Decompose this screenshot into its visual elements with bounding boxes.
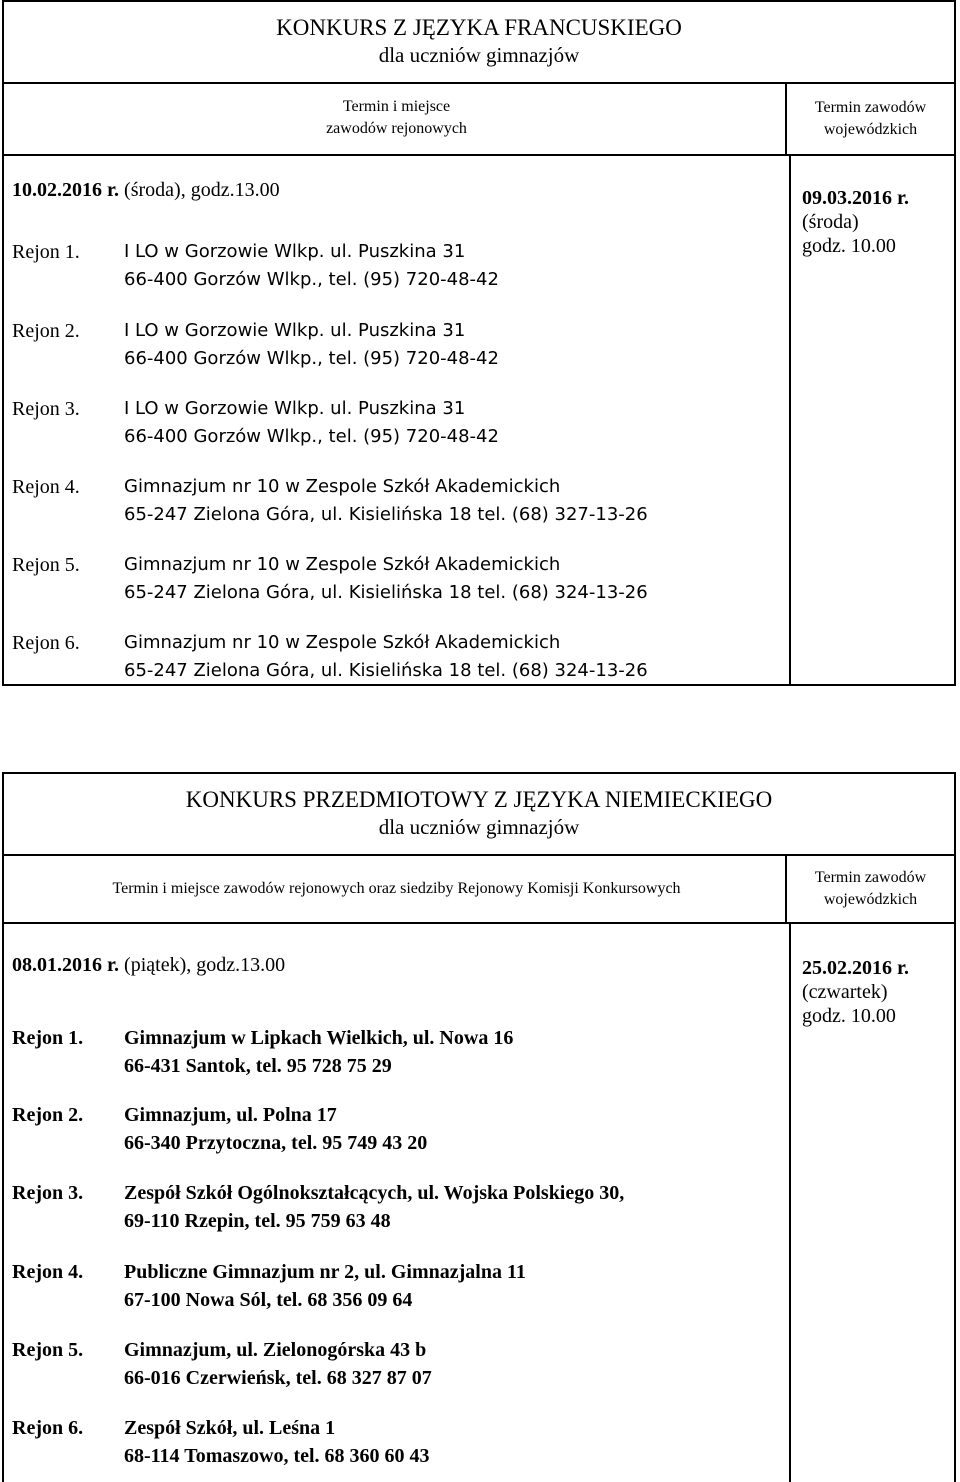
german-title: KONKURS PRZEDMIOTOWY Z JĘZYKA NIEMIECKIEGO [185, 787, 773, 812]
rejon-address-line1: Gimnazjum nr 10 w Zespole Szkół Akademickich [124, 632, 561, 653]
french-contest-table [2, 0, 956, 686]
rejon-address-line2: 65-247 Zielona Góra, ul. Kisielińska 18 tel. (68) 327-13-26 [124, 504, 648, 525]
rejon-address [124, 395, 499, 451]
french-column-divider [789, 154, 791, 684]
rejon-address-line1: Zespół Szkół, ul. Leśna 1 [124, 1417, 336, 1439]
german-final-date-block [802, 956, 952, 1028]
french-header-voivodeship-line2: wojewódzkich [823, 121, 918, 138]
french-header-regional-line2: zawodów rejonowych [326, 120, 467, 137]
rejon-address-line1: Gimnazjum, ul. Zielonogórska 43 b [124, 1339, 427, 1361]
german-header-voivodeship-line2: wojewódzkich [823, 891, 918, 908]
rejon-address [124, 1024, 513, 1080]
rejon-address [124, 1336, 432, 1392]
rejon-label: Rejon 2. [12, 320, 80, 342]
german-regional-date [12, 953, 285, 977]
french-header-row [4, 84, 954, 156]
german-header-voivodeship-line1: Termin zawodów [814, 869, 927, 886]
german-regional-date-rest: (piątek), godz.13.00 [119, 954, 286, 976]
rejon-label: Rejon 3. [12, 1182, 84, 1204]
french-header-regional-line1: Termin i miejsce [342, 98, 451, 115]
rejon-label: Rejon 5. [12, 1339, 84, 1361]
german-final-date: 25.02.2016 r. [802, 957, 910, 979]
rejon-label: Rejon 6. [12, 632, 80, 654]
german-column-divider [789, 922, 791, 1482]
french-final-day: (środa) [802, 211, 859, 233]
rejon-label: Rejon 1. [12, 1027, 84, 1049]
rejon-address [124, 317, 499, 373]
french-header-regional [4, 84, 789, 154]
rejon-address [124, 1101, 427, 1157]
rejon-address [124, 1258, 526, 1314]
german-subtitle: dla uczniów gimnazjów [378, 815, 580, 839]
german-contest-table [2, 772, 956, 1482]
rejon-label: Rejon 2. [12, 1104, 84, 1126]
german-title-row [4, 774, 954, 856]
french-final-date: 09.03.2016 r. [802, 187, 910, 209]
rejon-address-line2: 66-400 Gorzów Wlkp., tel. (95) 720-48-42 [124, 269, 499, 290]
rejon-address [124, 551, 648, 607]
rejon-address-line1: Gimnazjum nr 10 w Zespole Szkół Akademickich [124, 476, 561, 497]
rejon-address [124, 238, 499, 294]
french-regional-date-bold: 10.02.2016 r. [12, 179, 120, 201]
french-final-date-block [802, 186, 952, 258]
rejon-address-line1: I LO w Gorzowie Wlkp. ul. Puszkina 31 [124, 398, 466, 419]
rejon-address-line2: 66-340 Przytoczna, tel. 95 749 43 20 [124, 1132, 428, 1154]
rejon-address-line1: Zespół Szkół Ogólnokształcących, ul. Wojska Polskiego 30, [124, 1182, 625, 1204]
rejon-address-line2: 68-114 Tomaszowo, tel. 68 360 60 43 [124, 1445, 430, 1467]
german-regional-date-bold: 08.01.2016 r. [12, 954, 120, 976]
german-final-day: (czwartek) [802, 981, 888, 1003]
rejon-address-line1: Gimnazjum, ul. Polna 17 [124, 1104, 337, 1126]
french-subtitle: dla uczniów gimnazjów [378, 43, 580, 67]
french-header-voivodeship [785, 84, 954, 154]
rejon-label: Rejon 6. [12, 1417, 84, 1439]
rejon-address-line2: 66-400 Gorzów Wlkp., tel. (95) 720-48-42 [124, 348, 499, 369]
german-header-row [4, 856, 954, 924]
rejon-address-line2: 66-400 Gorzów Wlkp., tel. (95) 720-48-42 [124, 426, 499, 447]
rejon-address [124, 473, 648, 529]
rejon-address-line2: 65-247 Zielona Góra, ul. Kisielińska 18 tel. (68) 324-13-26 [124, 660, 648, 681]
rejon-address-line2: 66-431 Santok, tel. 95 728 75 29 [124, 1055, 392, 1077]
rejon-address-line1: Gimnazjum w Lipkach Wielkich, ul. Nowa 16 [124, 1027, 514, 1049]
german-final-time: godz. 10.00 [802, 1005, 896, 1027]
rejon-address-line2: 66-016 Czerwieńsk, tel. 68 327 87 07 [124, 1367, 432, 1389]
rejon-address [124, 629, 648, 685]
rejon-label: Rejon 4. [12, 1261, 84, 1283]
french-final-time: godz. 10.00 [802, 235, 896, 257]
rejon-address [124, 1179, 624, 1235]
rejon-label: Rejon 5. [12, 554, 80, 576]
french-title: KONKURS Z JĘZYKA FRANCUSKIEGO [276, 15, 682, 40]
rejon-label: Rejon 1. [12, 241, 80, 263]
rejon-address-line1: Publiczne Gimnazjum nr 2, ul. Gimnazjalna 11 [124, 1261, 526, 1283]
rejon-address-line2: 69-110 Rzepin, tel. 95 759 63 48 [124, 1210, 391, 1232]
german-header-regional: Termin i miejsce zawodów rejonowych oraz siedziby Rejonowy Komisji Konkursowych [112, 880, 681, 897]
rejon-label: Rejon 3. [12, 398, 80, 420]
rejon-address-line1: I LO w Gorzowie Wlkp. ul. Puszkina 31 [124, 241, 466, 262]
french-regional-date [12, 178, 280, 202]
rejon-address-line1: Gimnazjum nr 10 w Zespole Szkół Akademickich [124, 554, 561, 575]
french-header-voivodeship-line1: Termin zawodów [814, 99, 927, 116]
rejon-address [124, 1414, 430, 1470]
rejon-address-line2: 67-100 Nowa Sól, tel. 68 356 09 64 [124, 1289, 413, 1311]
french-title-row [4, 2, 954, 84]
rejon-label: Rejon 4. [12, 476, 80, 498]
rejon-address-line2: 65-247 Zielona Góra, ul. Kisielińska 18 tel. (68) 324-13-26 [124, 582, 648, 603]
french-regional-date-rest: (środa), godz.13.00 [119, 179, 280, 201]
german-header-voivodeship [785, 856, 954, 922]
rejon-address-line1: I LO w Gorzowie Wlkp. ul. Puszkina 31 [124, 320, 466, 341]
